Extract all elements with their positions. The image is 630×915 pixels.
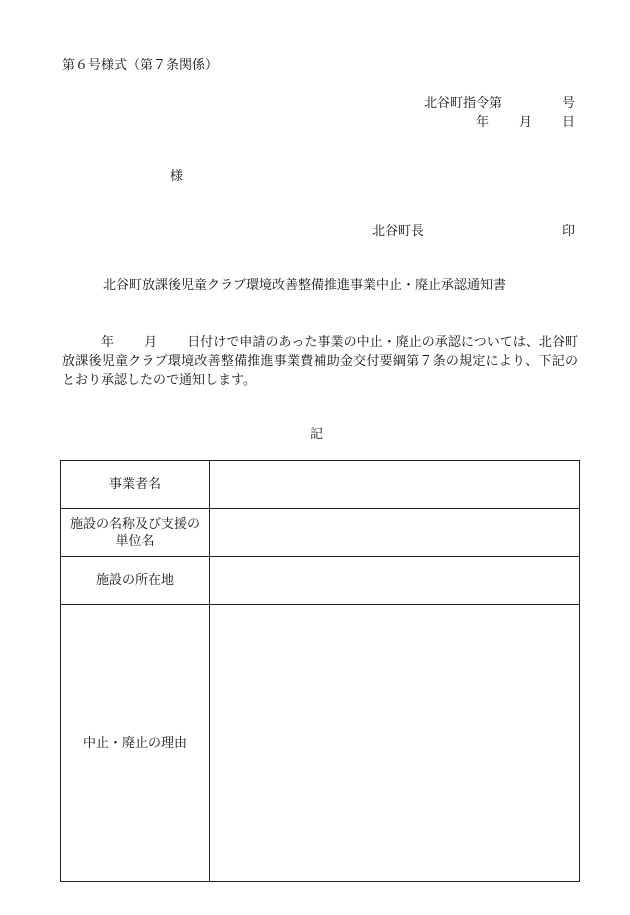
table-row <box>61 509 580 557</box>
row-label-reason: 中止・廃止の理由 <box>61 605 210 882</box>
body-paragraph <box>62 333 578 390</box>
seal-mark: 印 <box>561 224 575 239</box>
row-value-reason[interactable] <box>210 605 580 882</box>
ki-heading: 記 <box>310 427 324 442</box>
date-line <box>476 115 575 131</box>
form-label: 第６号様式（第７条関係） <box>62 58 219 73</box>
detail-table <box>60 460 580 882</box>
document-title: 北谷町放課後児童クラブ環境改善整備推進事業中止・廃止承認通知書 <box>103 278 507 293</box>
document-number-prefix: 北谷町指令第 <box>423 96 502 111</box>
body-month: 月 <box>144 335 158 350</box>
table-row <box>61 461 580 509</box>
row-label-facility-name: 施設の名称及び支援の単位名 <box>61 509 210 557</box>
body-year: 年 <box>101 335 115 350</box>
document-number-line <box>424 96 575 112</box>
addressee-honorific: 様 <box>170 169 184 184</box>
row-label-operator-name: 事業者名 <box>61 461 210 509</box>
table-row <box>61 557 580 605</box>
table-row <box>61 605 580 882</box>
date-month: 月 <box>518 115 532 130</box>
document-number-suffix: 号 <box>561 96 575 111</box>
issuer-name: 北谷町長 <box>372 224 425 239</box>
row-value-operator-name[interactable] <box>210 461 580 509</box>
body-text: 日付けで申請のあった事業の中止・廃止の承認については、北谷町放課後児童クラブ環境改善整備推進事業費補助金交付要綱第７条の規定により、下記のとおり承認したので通知します。 <box>62 335 578 388</box>
row-label-facility-address: 施設の所在地 <box>61 557 210 605</box>
row-value-facility-address[interactable] <box>210 557 580 605</box>
date-day: 日 <box>561 115 575 130</box>
row-value-facility-name[interactable] <box>210 509 580 557</box>
date-year: 年 <box>475 115 489 130</box>
